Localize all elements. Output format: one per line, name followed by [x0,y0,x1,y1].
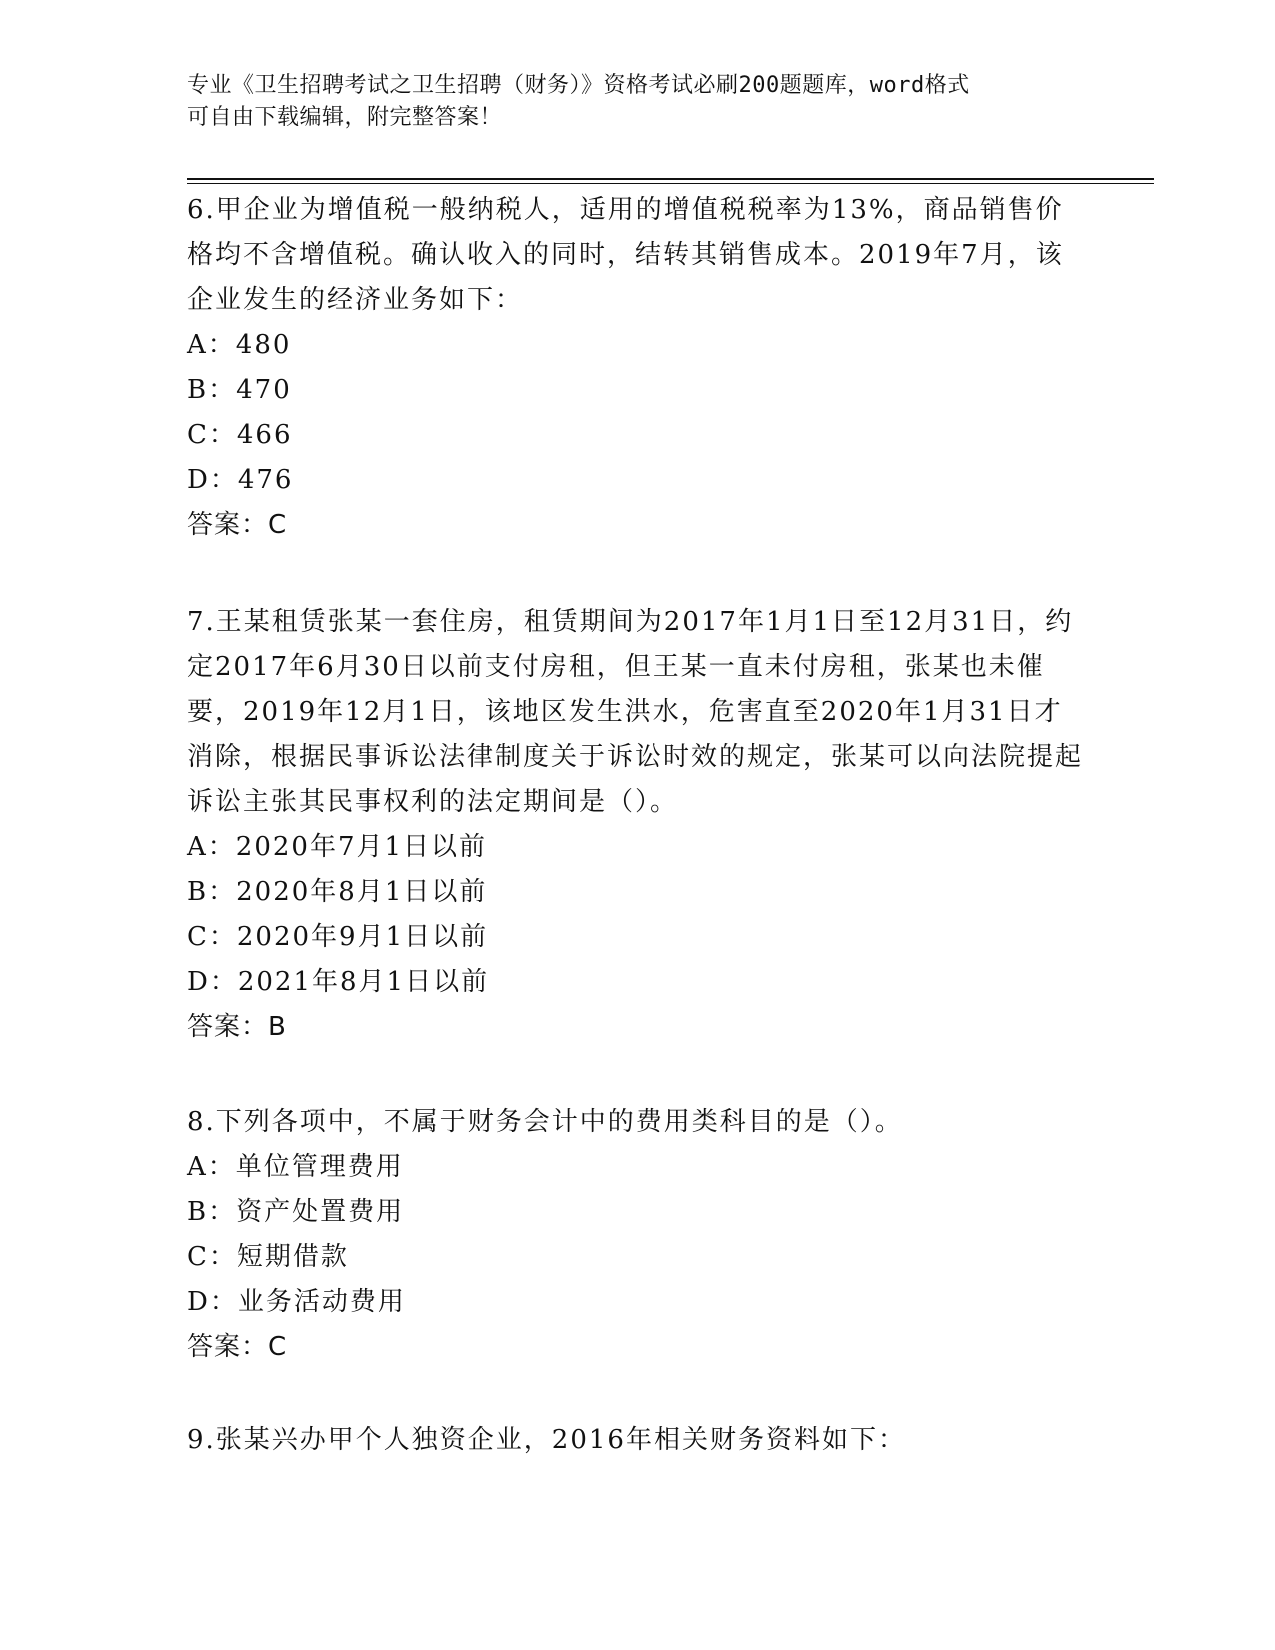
option-a: A：480 [187,330,292,360]
question-text: 6.甲企业为增值税一般纳税人，适用的增值税税率为13%，商品销售价格均不含增值税。确认收入的同时，结转其销售成本。2019年7月，该企业发生的经济业务如下： [187,195,1064,315]
header-line-2: 可自由下载编辑，附完整答案！ [187,105,503,130]
answer-label: 答案：C [187,1332,288,1362]
option-c: C：短期借款 [187,1242,349,1272]
answer-label: 答案：B [187,1012,287,1042]
option-a: A：单位管理费用 [187,1152,404,1182]
header-divider-thin [187,183,1154,184]
question-6 [187,188,1087,548]
option-b: B：资产处置费用 [187,1197,405,1227]
question-text: 7.王某租赁张某一套住房，租赁期间为2017年1月1日至12月31日，约定2017年6月30日以前支付房租，但王某一直未付房租，张某也未催要，2019年12月1日，该地区发生洪水，危害直至2020年1月31日才消除，根据民事诉讼法律制度关于诉讼时效的规定，张某可以向法院提起诉讼主张其民事权利的法定期间是（）。 [187,607,1084,817]
answer-label: 答案：C [187,510,288,540]
option-b: B：2020年8月1日以前 [187,877,488,907]
question-9 [187,1418,1087,1463]
header-divider-thick [187,178,1154,180]
question-text: 8.下列各项中，不属于财务会计中的费用类科目的是（）。 [187,1107,903,1137]
option-b: B：470 [187,375,292,405]
header-line-1: 专业《卫生招聘考试之卫生招聘（财务）》资格考试必刷200题题库，word格式 [187,73,970,98]
question-text: 9.张某兴办甲个人独资企业，2016年相关财务资料如下： [187,1425,906,1455]
option-a: A：2020年7月1日以前 [187,832,488,862]
option-d: D：业务活动费用 [187,1287,406,1317]
option-c: C：466 [187,420,293,450]
option-c: C：2020年9月1日以前 [187,922,489,952]
document-header [187,70,1067,134]
question-8 [187,1100,1087,1370]
question-7 [187,600,1087,1050]
option-d: D：476 [187,465,294,495]
option-d: D：2021年8月1日以前 [187,967,490,997]
